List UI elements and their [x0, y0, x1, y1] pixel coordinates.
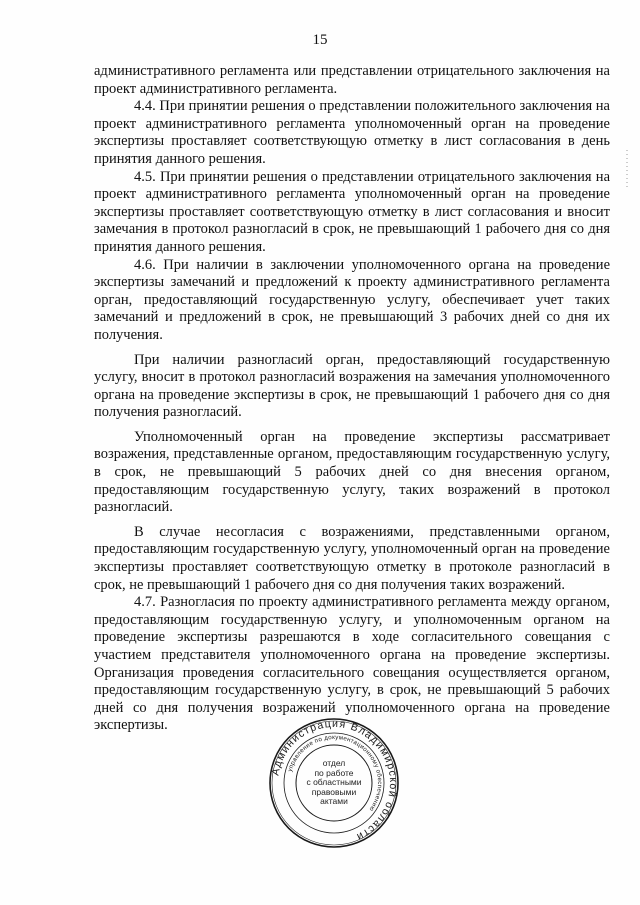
- paragraph: При наличии разногласий орган, предоставляющий государственную услугу, вносит в протокол разногласий возражения на замечания уполномоченного органа на проведение экспертизы в срок, не превышающий 1 рабочего дня со дня получения разногласий.: [94, 351, 610, 421]
- stamp-line: правовыми: [311, 786, 357, 797]
- page-number: 15: [312, 32, 328, 48]
- stamp-inner-text: управление по документационному обеспечению: [286, 733, 384, 813]
- stamp-line: по работе: [314, 767, 354, 778]
- stamp-line: с областными: [306, 777, 362, 788]
- document-body: [94, 63, 610, 735]
- stamp-outer-text: Администрация Владимирской области: [269, 717, 400, 844]
- paragraph: Уполномоченный орган на проведение экспертизы рассматривает возражения, представленные органом, предоставляющим государственную услугу, в срок, не превышающий 5 рабочих дней со дня внесения органом, предоставляющим государственную услугу, таких возражений в протокол разногласий.: [94, 428, 610, 516]
- stamp-line: отдел: [322, 758, 346, 769]
- official-stamp: [268, 717, 400, 849]
- paragraph: 4.7. Разногласия по проекту административного регламента между органом, предоставляющим государственную услугу, и уполномоченным органом на проведение экспертизы разрешаются в ходе согласительного совещания с участием представителя уполномоченного органа на проведение экспертизы. Организация проведения согласительного совещания осуществляется органом, предоставляющим государственную услугу, в срок, не превышающий 5 рабочих дней со дня получения возражений уполномоченного органа на проведение экспертизы.: [94, 594, 610, 734]
- scan-margin-marks: [624, 150, 630, 190]
- stamp-center: [298, 747, 370, 819]
- paragraph: административного регламента или представлении отрицательного заключения на проект административного регламента.: [94, 63, 610, 97]
- paragraph: В случае несогласия с возражениями, представленными органом, предоставляющим государственную услугу, уполномоченный орган на проведение экспертизы проставляет соответствующую отметку в протоколе разногласий в срок, не превышающий 1 рабочего дня со дня получения таких возражений.: [94, 523, 610, 593]
- paragraph: 4.5. При принятии решения о представлении отрицательного заключения на проект административного регламента уполномоченный орган на проведение экспертизы проставляет соответствующую отметку в лист согласования и вносит замечания в протокол разногласий в срок, не превышающий 1 рабочего дня со дня принятия данного решения.: [94, 168, 610, 255]
- paragraph: 4.6. При наличии в заключении уполномоченного органа на проведение экспертизы замечаний и предложений к проекту административного регламента орган, предоставляющий государственную услугу, обеспечивает учет таких замечаний и предложений в срок, не превышающий 3 рабочих дней со дня их получения.: [94, 256, 610, 343]
- stamp-line: актами: [320, 796, 348, 807]
- paragraph: 4.4. При принятии решения о представлении положительного заключения на проект административного регламента уполномоченный орган на проведение экспертизы проставляет соответствующую отметку в лист согласования в день принятия данного решения.: [94, 98, 610, 167]
